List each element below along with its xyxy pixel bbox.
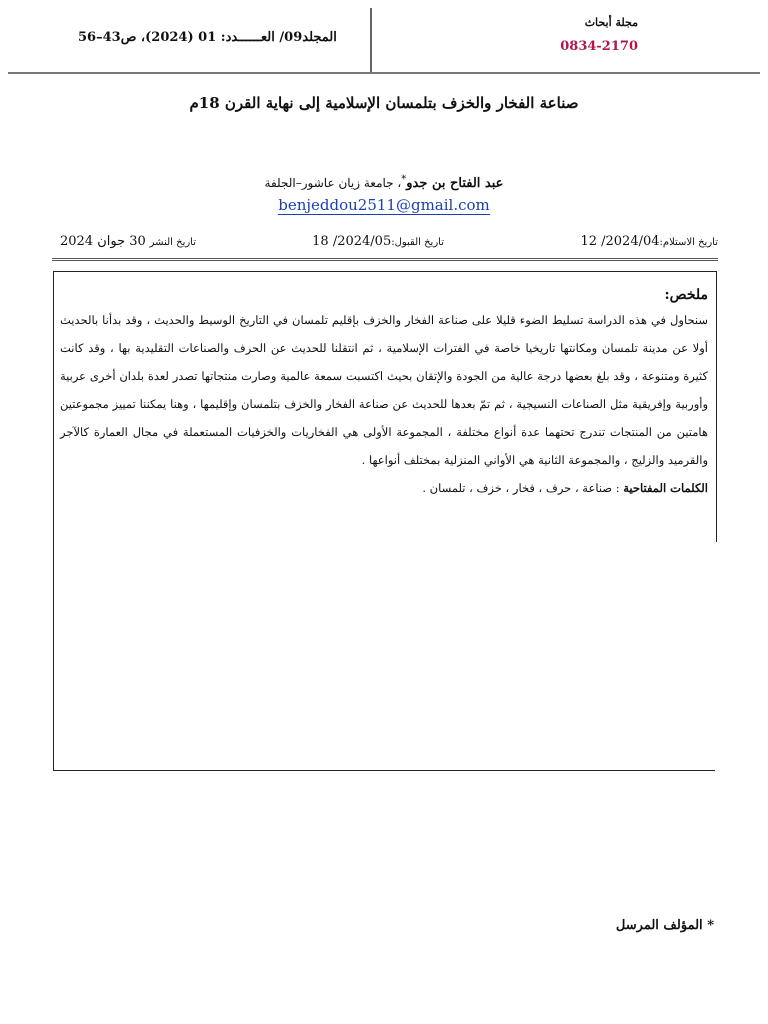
author-email-link[interactable]: benjeddou2511@gmail.com [278,196,490,214]
author-email[interactable] [0,196,768,214]
received-value: 2024/04/ 12 [580,234,660,249]
footnote-marker: * [707,918,714,933]
dates-rule [52,258,718,261]
article-title: صناعة الفخار والخزف بتلمسان الإسلامية إلى نهاية القرن 18م [189,94,579,112]
article-dates [60,234,718,252]
accepted-date [312,234,444,249]
author-affiliation: ، جامعة زيان عاشور–الجلفة [264,176,402,190]
header-divider [370,8,372,72]
keywords-list: : صناعة ، حرف ، فخار ، خزف ، تلمسان . [422,481,620,495]
received-date [580,234,718,249]
journal-info [560,16,638,54]
box-border-gap [715,542,717,772]
footnote-text: المؤلف المرسل [615,918,703,933]
header-rule [8,72,760,74]
author-marker: * [401,174,407,185]
author-name: عبد الفتاح بن جدو [406,176,504,191]
journal-name: مجلة أبحاث [584,16,638,29]
corresponding-author-footnote [616,918,714,933]
published-date [60,234,196,249]
published-label: تاريخ النشر [149,237,197,248]
published-value: 30 جوان 2024 [60,234,146,249]
volume-issue-line: المجلد09/ العــــــدد: 01 (2024)، ص43–56 [78,30,337,45]
abstract-heading: ملخص: [664,287,708,303]
abstract-content [60,286,708,502]
received-label: تاريخ الاستلام: [659,237,718,248]
abstract-body: سنحاول في هذه الدراسة تسليط الضوء قليلا على صناعة الفخار والخزف بإقليم تلمسان في التاريخ الوسيط والحديث ، وقد بدأنا بالحديث أولا عن مدينة تلمسان ومكانتها تاريخيا خاصة في الفترات الإسلامية ، ثم انتقلنا للحديث عن الحرف والصناعات التقليدية بها ، وقد كانت كثيرة ومتنوعة ، وقد بلغ بعضها درجة عالية من الجودة والإتقان بحيث اكتسبت سمعة عالمية وصارت منتجاتها تصدر لعدة بلدان أخرى عربية وأوربية وإفريقية مثل الصناعات النسيجية ، ثم تمّ بعدها للحديث عن صناعة الفخار والخزف بتلمسان وإقليمها ، وهنا يمكننا تمييز مجموعتين هامتين من المنتجات تندرج تحتهما عدة أنواع مختلفة ، المجموعة الأولى هي الفخاريات والخزفيات المستعملة في مجال العمارة كالآجر والقرميد والزليج ، والمجموعة الثانية هي الأواني المنزلية بمختلف أنواعها . [60,313,708,467]
page-header [8,8,760,74]
accepted-value: 2024/05/ 18 [312,234,392,249]
abstract-box [53,271,717,771]
keywords-label: الكلمات المفتاحية [623,481,708,495]
journal-issn: 0834-2170 [560,39,638,54]
keywords-line [60,474,708,502]
accepted-label: تاريخ القبول: [391,237,444,248]
author-line [0,174,768,191]
